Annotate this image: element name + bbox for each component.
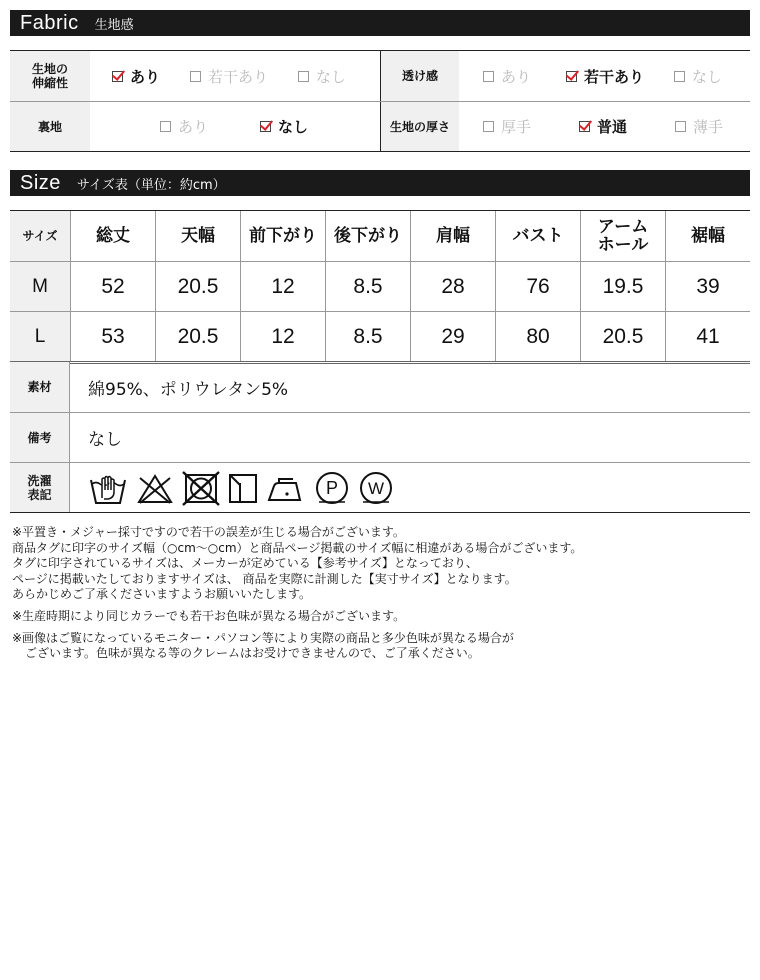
table-cell: 12 xyxy=(240,312,325,361)
checkbox-empty-icon xyxy=(483,71,494,82)
column-header: バスト xyxy=(495,211,580,261)
note-line: 商品タグに印字のサイズ幅（○cm〜○cm）と商品ページ掲載のサイズ幅に相違がある場合がございます。 xyxy=(12,540,583,555)
checkbox-empty-icon xyxy=(190,71,201,82)
column-header: 前下がり xyxy=(240,211,325,261)
table-cell: 29 xyxy=(410,312,495,361)
checkbox-option: 薄手 xyxy=(675,116,723,137)
table-cell: 28 xyxy=(410,262,495,311)
fabric-row xyxy=(10,51,750,101)
fabric-label-thickness: 生地の厚さ xyxy=(381,102,459,151)
care-label: 洗濯 表記 xyxy=(10,463,70,512)
size-label: L xyxy=(10,312,70,361)
checkbox-checked-icon xyxy=(579,121,590,132)
table-cell: 41 xyxy=(665,312,750,361)
fabric-options-sheer xyxy=(459,51,750,101)
checkbox-empty-icon xyxy=(483,121,494,132)
checkbox-option: 若干あり xyxy=(190,66,268,87)
hand-wash-icon xyxy=(88,470,128,506)
table-cell: 20.5 xyxy=(580,312,665,361)
note-line: ※画像はご覧になっているモニター・パソコン等により実際の商品と多少色味が異なる場合が xyxy=(12,630,514,645)
note-line: あらかじめご了承くださいますようお願いいたします。 xyxy=(12,587,312,602)
size-table-header-row xyxy=(10,211,750,261)
fabric-title-en: Fabric xyxy=(20,11,79,34)
size-label: M xyxy=(10,262,70,311)
care-row xyxy=(10,462,750,512)
remarks-row xyxy=(10,412,750,462)
fabric-title-jp: 生地感 xyxy=(94,17,134,33)
line-dry-shade-icon xyxy=(228,470,258,506)
column-header: 後下がり xyxy=(325,211,410,261)
table-cell: 53 xyxy=(70,312,155,361)
material-row xyxy=(10,362,750,412)
note-line: ページに掲載いたしておりますサイズは、 商品を実際に計測した【実寸サイズ】となります。 xyxy=(12,571,517,586)
table-row xyxy=(10,311,750,361)
checkbox-option: なし xyxy=(260,116,308,137)
checkbox-option: あり xyxy=(160,116,208,137)
fabric-options-lining xyxy=(90,102,380,151)
note-line: ※生産時期により同じカラーでも若干お色味が異なる場合がございます。 xyxy=(12,608,406,623)
checkbox-option: 普通 xyxy=(579,116,627,137)
column-header: 肩幅 xyxy=(410,211,495,261)
fabric-table xyxy=(10,50,750,152)
fabric-options-stretch xyxy=(90,51,380,101)
note-line: ※平置き・メジャー採寸ですので若干の誤差が生じる場合がございます。 xyxy=(12,525,405,539)
table-cell: 8.5 xyxy=(325,312,410,361)
checkbox-empty-icon xyxy=(298,71,309,82)
table-cell: 8.5 xyxy=(325,262,410,311)
fabric-label-lining: 裏地 xyxy=(10,102,90,151)
remarks-label: 備考 xyxy=(10,413,70,462)
checkbox-option: 若干あり xyxy=(566,66,644,87)
size-title-jp: サイズ表（単位：約cm） xyxy=(76,177,226,193)
wet-clean-w-icon xyxy=(358,470,394,506)
checkbox-option: なし xyxy=(674,66,722,87)
checkbox-checked-icon xyxy=(566,71,577,82)
remarks-value: なし xyxy=(88,430,122,450)
checkbox-option: 厚手 xyxy=(483,116,531,137)
fabric-options-thickness xyxy=(459,102,750,151)
checkbox-empty-icon xyxy=(674,71,685,82)
notes xyxy=(12,525,750,662)
fabric-label-sheer: 透け感 xyxy=(381,51,459,101)
table-row xyxy=(10,261,750,311)
fabric-row xyxy=(10,101,750,151)
checkbox-checked-icon xyxy=(260,121,271,132)
no-bleach-icon xyxy=(136,470,174,506)
dry-clean-p-icon xyxy=(314,470,350,506)
checkbox-option: あり xyxy=(112,66,160,87)
svg-text:W: W xyxy=(367,478,385,498)
table-cell: 76 xyxy=(495,262,580,311)
size-table xyxy=(10,210,750,364)
checkbox-empty-icon xyxy=(160,121,171,132)
note-line: ございます。色味が異なる等のクレームはお受けできませんので、ご了承ください。 xyxy=(25,646,480,661)
table-cell: 20.5 xyxy=(155,312,240,361)
material-label: 素材 xyxy=(10,362,70,412)
column-header: 裾幅 xyxy=(665,211,750,261)
table-cell: 19.5 xyxy=(580,262,665,311)
column-header: 総丈 xyxy=(70,211,155,261)
info-table xyxy=(10,362,750,513)
checkbox-empty-icon xyxy=(675,121,686,132)
table-cell: 20.5 xyxy=(155,262,240,311)
svg-text:P: P xyxy=(325,477,339,498)
fabric-section-header xyxy=(10,10,750,36)
checkbox-checked-icon xyxy=(112,71,123,82)
table-cell: 52 xyxy=(70,262,155,311)
column-header: アーム ホール xyxy=(580,211,665,261)
no-tumble-dry-icon xyxy=(182,470,220,506)
care-icons xyxy=(70,463,394,512)
note-line: タグに印字されているサイズは、メーカーが定めている【参考サイズ】となっており、 xyxy=(12,556,478,571)
fabric-label-stretch: 生地の 伸縮性 xyxy=(10,51,90,101)
material-value: 綿95%、ポリウレタン5% xyxy=(88,379,289,400)
iron-low-icon xyxy=(266,470,306,506)
table-cell: 80 xyxy=(495,312,580,361)
size-corner-label: サイズ xyxy=(10,211,70,261)
table-cell: 39 xyxy=(665,262,750,311)
size-section-header xyxy=(10,170,750,196)
column-header: 天幅 xyxy=(155,211,240,261)
checkbox-option: なし xyxy=(298,66,346,87)
checkbox-option: あり xyxy=(483,66,531,87)
size-title-en: Size xyxy=(20,171,61,194)
table-cell: 12 xyxy=(240,262,325,311)
